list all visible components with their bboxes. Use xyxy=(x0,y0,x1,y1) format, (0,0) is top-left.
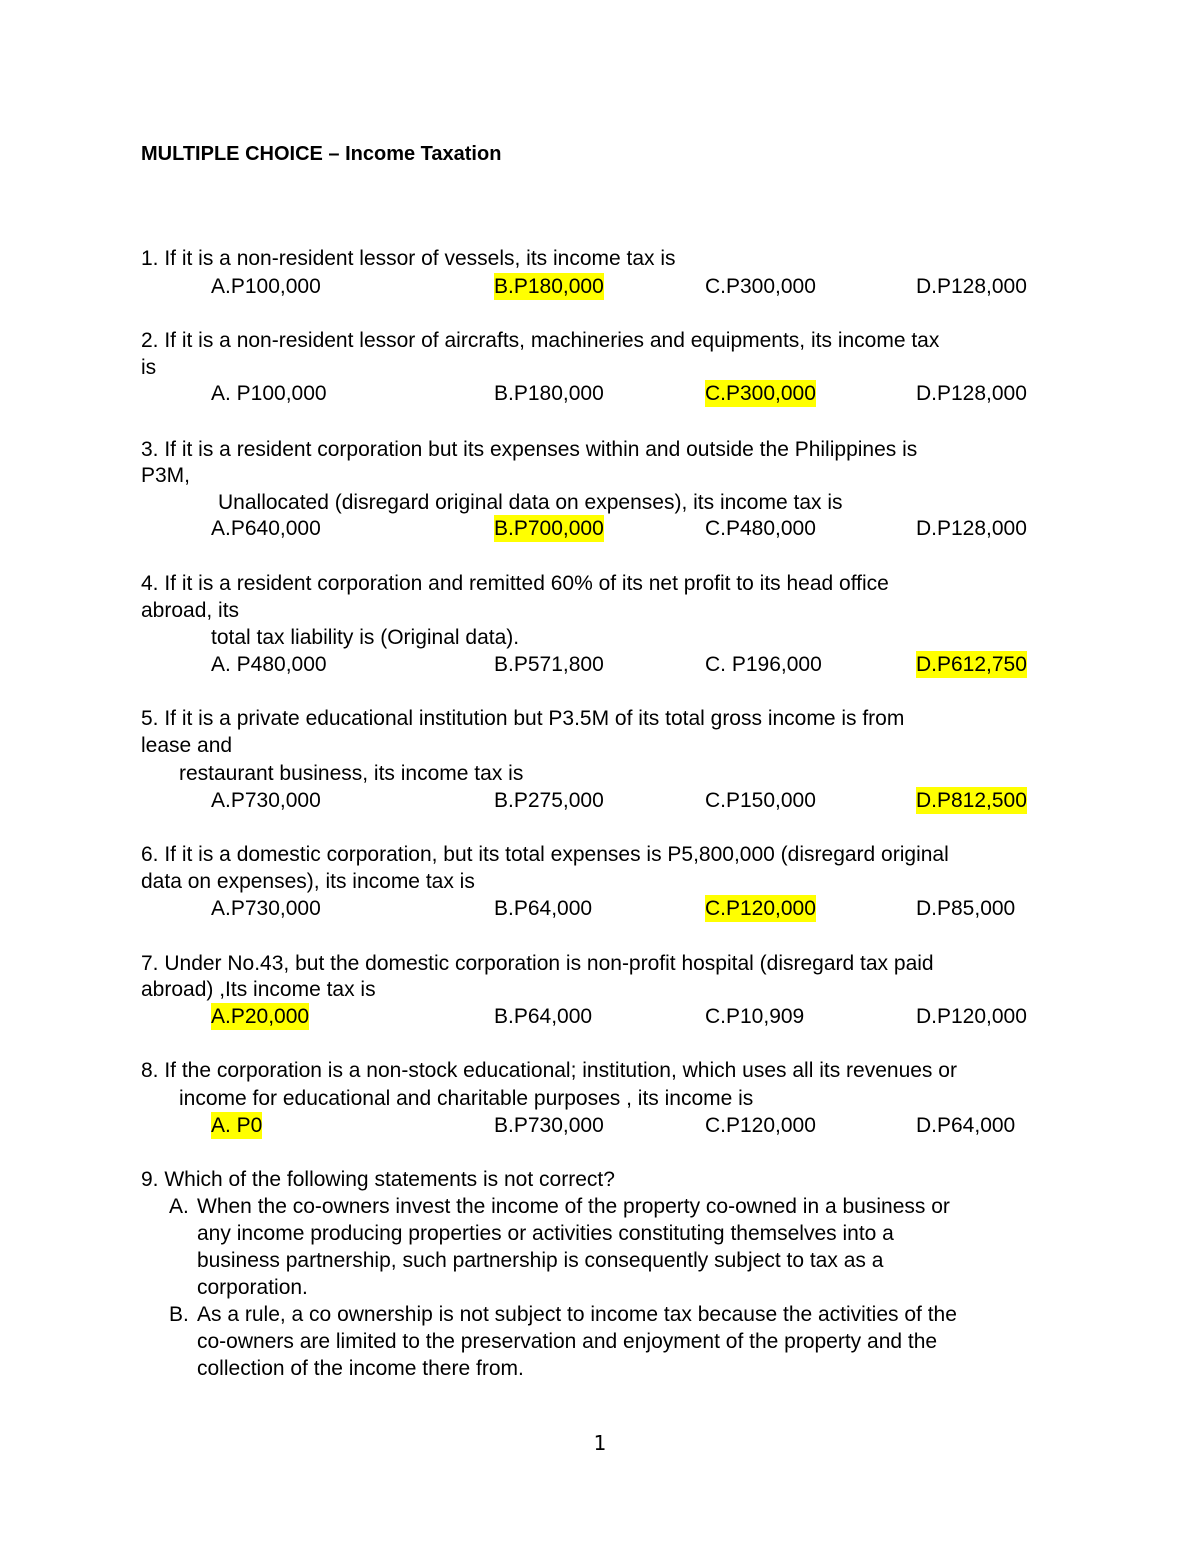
question-5-text-cont-2: restaurant business, its income tax is xyxy=(179,762,524,785)
question-2-option-b: B.P180,000 xyxy=(494,382,604,405)
question-2-option-a: A. P100,000 xyxy=(211,382,327,405)
question-8-text-cont: income for educational and charitable purposes , its income is xyxy=(179,1087,754,1110)
question-8-option-c: C.P120,000 xyxy=(705,1114,816,1137)
question-4-text-cont: abroad, its xyxy=(141,599,240,622)
question-2-text: 2. If it is a non-resident lessor of aircrafts, machineries and equipments, its income tax xyxy=(141,329,940,352)
question-1-option-c: C.P300,000 xyxy=(705,275,816,298)
question-3-text-cont: P3M, xyxy=(141,464,191,487)
document-title: MULTIPLE CHOICE – Income Taxation xyxy=(141,143,502,165)
question-4-option-a: A. P480,000 xyxy=(211,653,327,676)
question-3-option-b-answer: B.P700,000 xyxy=(494,517,604,540)
question-3-text: 3. If it is a resident corporation but its expenses within and outside the Philippines is xyxy=(141,438,918,461)
question-7-option-a-answer: A.P20,000 xyxy=(211,1005,310,1028)
question-5-option-a: A.P730,000 xyxy=(211,789,321,812)
question-8-option-b: B.P730,000 xyxy=(494,1114,604,1137)
question-5-option-b: B.P275,000 xyxy=(494,789,604,812)
question-2-option-d: D.P128,000 xyxy=(916,382,1027,405)
question-3-option-a: A.P640,000 xyxy=(211,517,321,540)
question-3-option-d: D.P128,000 xyxy=(916,517,1027,540)
question-9-choice-b-letter: B. xyxy=(169,1303,189,1326)
question-5-text: 5. If it is a private educational institution but P3.5M of its total gross income is from xyxy=(141,707,905,730)
question-9-choice-b-line-1: As a rule, a co ownership is not subject to income tax because the activities of the xyxy=(197,1303,957,1326)
question-9-choice-a-line-3: business partnership, such partnership is consequently subject to tax as a xyxy=(197,1249,884,1272)
question-9-choice-a-line-2: any income producing properties or activities constituting themselves into a xyxy=(197,1222,894,1245)
question-4-text-cont-2: total tax liability is (Original data). xyxy=(211,626,520,649)
question-6-option-d: D.P85,000 xyxy=(916,897,1016,920)
question-6-text-cont: data on expenses), its income tax is xyxy=(141,870,475,893)
question-2-text-cont: is xyxy=(141,356,157,379)
question-4-option-d-answer: D.P612,750 xyxy=(916,653,1027,676)
question-3-option-c: C.P480,000 xyxy=(705,517,816,540)
question-5-option-d-answer: D.P812,500 xyxy=(916,789,1027,812)
question-8-text: 8. If the corporation is a non-stock educational; institution, which uses all its revenues or xyxy=(141,1059,957,1082)
question-9-choice-b-line-3: collection of the income there from. xyxy=(197,1357,524,1380)
question-1-option-a: A.P100,000 xyxy=(211,275,321,298)
question-8-option-a-answer: A. P0 xyxy=(211,1114,263,1137)
question-7-text: 7. Under No.43, but the domestic corporation is non-profit hospital (disregard tax paid xyxy=(141,952,934,975)
question-1-option-b-answer: B.P180,000 xyxy=(494,275,604,298)
question-5-option-c: C.P150,000 xyxy=(705,789,816,812)
question-1-option-d: D.P128,000 xyxy=(916,275,1027,298)
question-5-text-cont: lease and xyxy=(141,734,233,757)
question-4-text: 4. If it is a resident corporation and remitted 60% of its net profit to its head office xyxy=(141,572,889,595)
question-6-text: 6. If it is a domestic corporation, but its total expenses is P5,800,000 (disregard original xyxy=(141,843,949,866)
question-9-choice-a-line-1: When the co-owners invest the income of the property co-owned in a business or xyxy=(197,1195,950,1218)
question-7-option-d: D.P120,000 xyxy=(916,1005,1027,1028)
question-6-option-c-answer: C.P120,000 xyxy=(705,897,816,920)
question-8-option-d: D.P64,000 xyxy=(916,1114,1016,1137)
question-7-text-cont: abroad) ,Its income tax is xyxy=(141,978,376,1001)
question-6-option-b: B.P64,000 xyxy=(494,897,593,920)
page-number: 1 xyxy=(593,1431,607,1455)
question-1-text: 1. If it is a non-resident lessor of vessels, its income tax is xyxy=(141,247,676,270)
question-2-option-c-answer: C.P300,000 xyxy=(705,382,816,405)
question-6-option-a: A.P730,000 xyxy=(211,897,321,920)
question-4-option-b: B.P571,800 xyxy=(494,653,604,676)
question-7-option-b: B.P64,000 xyxy=(494,1005,593,1028)
question-9-choice-a-letter: A. xyxy=(169,1195,189,1218)
question-7-option-c: C.P10,909 xyxy=(705,1005,805,1028)
question-9-choice-a-line-4: corporation. xyxy=(197,1276,308,1299)
question-9-choice-b-line-2: co-owners are limited to the preservation and enjoyment of the property and the xyxy=(197,1330,938,1353)
question-9-text: 9. Which of the following statements is not correct? xyxy=(141,1168,615,1191)
question-4-option-c: C. P196,000 xyxy=(705,653,822,676)
question-3-text-cont-2: Unallocated (disregard original data on expenses), its income tax is xyxy=(218,491,843,514)
